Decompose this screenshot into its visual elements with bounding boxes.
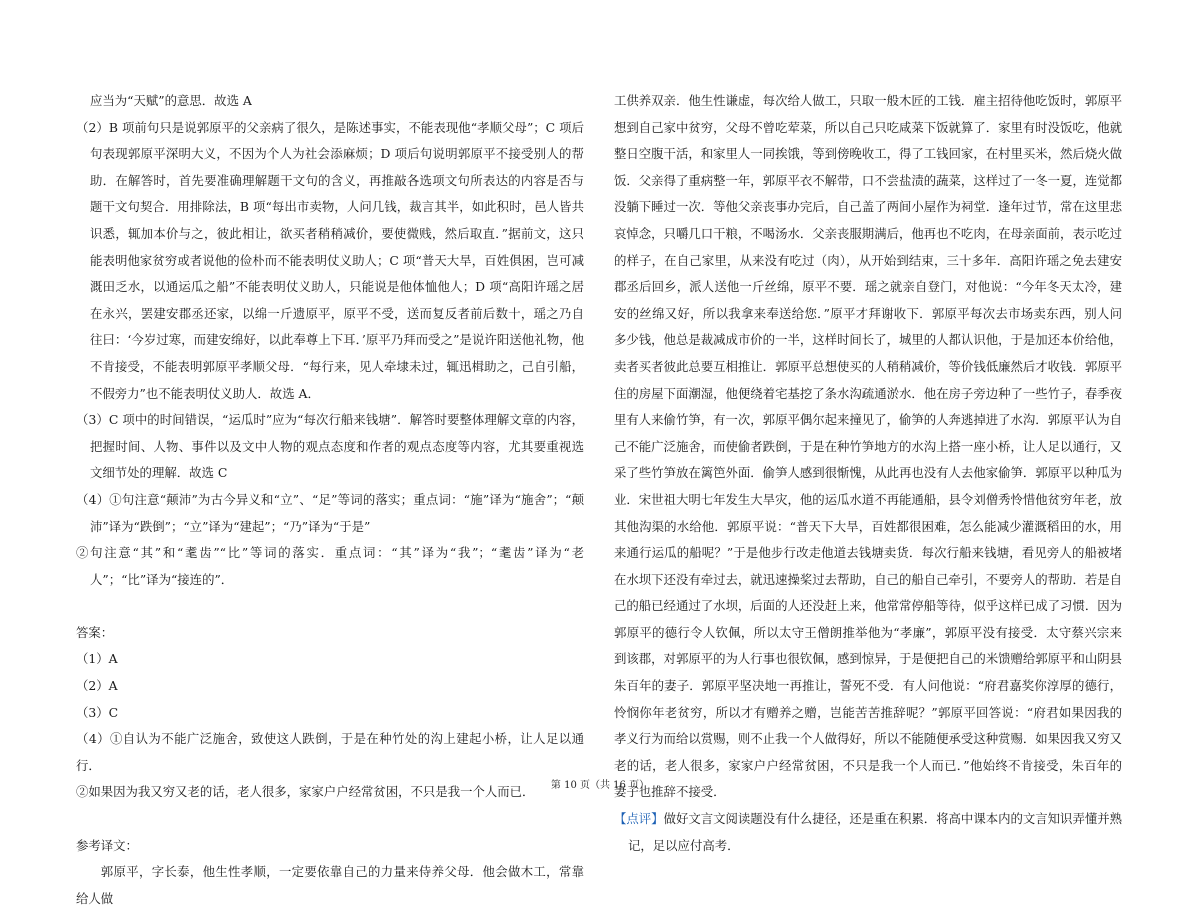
answer-4-part1: （4）①自认为不能广泛施舍，致使这人跌倒，于是在种竹处的沟上建起小桥，让人足以通行． <box>76 731 584 773</box>
answer-2: （2）A <box>76 678 118 694</box>
translation-title: 参考译文： <box>76 837 138 853</box>
page-footer: 第 10 页（共 16 页） <box>550 780 650 791</box>
answer-title: 答案： <box>76 624 114 640</box>
translation-start: 郭原平，字长泰，他生性孝顺，一定要依靠自己的力量来侍养父母．他会做木工，常靠给人做 <box>76 864 584 906</box>
spacer <box>76 806 584 833</box>
comment-tag: 【点评】 <box>614 811 664 827</box>
comment-paragraph <box>614 806 1122 859</box>
answer-4-part2: ②如果因为我又穷又老的话，老人很多，家家户户经常贫困，不只是我一个人而已． <box>76 784 535 800</box>
analysis-q3: （3）C 项中的时间错误，“运瓜时”应为“每次行船来钱塘”．解答时要整体理解文章的内容，把握时间、人物、事件以及文中人物的观点态度和作者的观点态度等内容，尤其要重视选文细节处的理解．故选 C <box>76 412 584 481</box>
answer-1: （1）A <box>76 651 118 667</box>
answer-3: （3）C <box>76 704 119 720</box>
translation-body: 工供养双亲．他生性谦虚，每次给人做工，只取一般木匠的工钱．雇主招待他吃饭时，郭原平想到自己家中贫穷，父母不曾吃荤菜，所以自己只吃咸菜下饭就算了．家里有时没饭吃，他就整日空腹干活，和家里人一同挨饿，等到傍晚收工，得了工钱回家，在村里买米，然后烧火做饭．父亲得了重病整一年，郭原平衣不解带，口不尝盐渍的蔬菜，这样过了一冬一夏，连觉都没躺下睡过一次．等他父亲丧事办完后，自己盖了两间小屋作为祠堂．逢年过节，常在这里悲哀悼念，只嚼几口干粮，不喝汤水．父亲丧服期满后，他再也不吃肉，在母亲面前，表示吃过的样子，在自己家里，从来没有吃过（肉），从开始到结束，三十多年．高阳许瑶之免去建安郡丞后回乡，派人送他一斤丝绵，原平不要．瑶之就亲自登门，对他说：“今年冬天太冷，建安的丝绵又好，所以我拿来奉送给您．”原平才拜谢收下．郭原平每次去市场卖东西，别人问多少钱，他总是裁减成市价的一半，这样时间长了，城里的人都认识他，于是加还本价给他，卖者买者彼此总要互相推让．郭原平总想使买的人稍稍减价，等价钱低廉然后才收钱．郭原平住的房屋下面潮湿，他便绕着宅基挖了条水沟疏通淤水．他在房子旁边种了一些竹子，春季夜里有人来偷竹笋，有一次，郭原平偶尔起来撞见了，偷笋的人奔逃掉进了水沟．郭原平认为自己不能广泛施舍，而使偷者跌倒，于是在种竹笋地方的水沟上搭一座小桥，让人足以通行，又采了些竹笋放在篱笆外面．偷笋人感到很惭愧，从此再也没有人去他家偷笋．郭原平以种瓜为业．宋世祖大明七年发生大旱灾，他的运瓜水道不再能通船，县令刘僧秀怜惜他贫穷年老，放其他沟渠的水给他．郭原平说：“普天下大旱，百姓都很困难，怎么能减少灌溉稻田的水，用来通行运瓜的船呢？”于是他步行改走他道去钱塘卖货．每次行船来钱塘，看见旁人的船被堵在水坝下还没有牵过去，就迅速操桨过去帮助，自己的船自己牵引，不要旁人的帮助．若是自己的船已经通过了水坝，后面的人还没赶上来，他常常停船等待，似乎这样已成了习惯．因为郭原平的德行令人钦佩，所以太守王僧朗推举他为“孝廉”，郭原平没有接受．太守蔡兴宗来到该郡，对郭原平的为人行事也很钦佩，感到惊异，于是便把自己的米馈赠给郭原平和山阴县朱百年的妻子．郭原平坚决地一再推让，誓死不受．有人问他说：“府君嘉奖你淳厚的德行，怜悯你年老贫穷，所以才有赠养之赠，岂能苦苦推辞呢？”郭原平回答说：“府君如果因我的孝义行为而给以赏赐，则不止我一个人做得好，所以不能随便承受这种赏赐．如果因我又穷又老的话，老人很多，家家户户经常贫困，不只是我一个人而已．”他始终不肯接受，朱百年的妻子也推辞不接受． <box>614 93 1123 800</box>
spacer <box>76 593 584 620</box>
analysis-q4-part2: ②句注意“其”和“耄齿”“比”等词的落实．重点词：“其”译为“我”；“耄齿”译为“老人”；“比”译为“接连的”． <box>76 545 584 587</box>
analysis-q2: （2）B 项前句只是说郭原平的父亲病了很久，是陈述事实，不能表现他“孝顺父母”；C 项后句表现郭原平深明大义，不因为个人为社会添麻烦；D 项后句说明郭原平不接受别人的帮助．在解答时，首先要准确理解题干文句的含义，再推敲各选项文句所表达的内容是否与题干文句契合．用排除法，B 项“每出市卖物，人问几钱，裁言其半，如此积时，邑人皆共识悉，辄加本价与之，彼此相让，欲买者稍稍减价，要使微贱，然后取直．”据前文，这只能表明他家贫穷或者说他的俭朴而不能表明仗义助人；C 项“普天大旱，百姓俱困，岂可减溉田乏水，以通运瓜之船”不能表明仗义助人，只能说是他体恤他人；D 项“高阳许瑶之居在永兴，罢建安郡丞还家，以绵一斤遗原平，原平不受，送而复反者前后数十，瑶之乃自往曰：‘今岁过寒，而建安绵好，以此奉尊上下耳．’原平乃拜而受之”是说许阳送他礼物，他不肯接受，不能表明郭原平孝顺父母．“每行来，见人牵埭未过，辄迅楫助之，己自引船，不假旁力”也不能表明仗义助人．故选 A． <box>76 119 584 401</box>
comment-text: 做好文言文阅读题没有什么捷径，还是重在积累．将高中课本内的文言知识弄懂并熟记，足以应付高考． <box>628 811 1123 853</box>
analysis-q4-part1: （4）①句注意“颠沛”为古今异义和“立”、“足”等词的落实；重点词：“施”译为“施舍”；“颠沛”译为“跌倒”；“立”译为“建起”；“乃”译为“于是” <box>76 491 584 534</box>
analysis-q1-end: 应当为“天赋”的意思．故选 A <box>90 93 252 108</box>
right-column <box>614 88 1122 859</box>
